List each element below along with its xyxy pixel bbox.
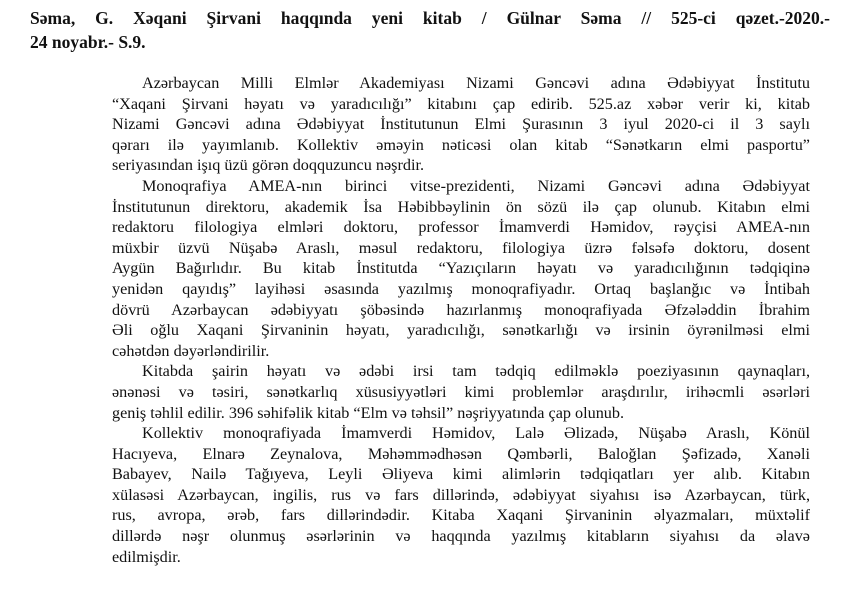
text-line: seriyasından işıq üzü görən doqquzuncu nəşrdir.: [112, 156, 424, 175]
citation-line-2: 24 noyabr.- S.9.: [30, 32, 146, 52]
text-line: Monoqrafiya AMEA-nın birinci vitse-prezidenti, Nizami Gəncəvi adına Ədəbiyyat: [142, 176, 810, 195]
text-line: ənənəsi və təsiri, sənətkarlıq xüsusiyyətləri kimi problemlər araşdırılır, irihəcmli əsərləri: [112, 382, 810, 401]
text-line: Kitabda şairin həyatı və ədəbi irsi tam tədqiq edilməklə poeziyasının qaynaqları,: [142, 362, 810, 381]
paragraph-1: [82, 73, 810, 176]
text-line: müxbir üzvü Nüşabə Araslı, məsul redaktoru, filologiya üzrə fəlsəfə doktoru, dosent: [112, 238, 810, 257]
paragraph-3: [82, 361, 810, 423]
text-line: “Xaqani Şirvani həyatı və yaradıcılığı” kitabını çap edirib. 525.az xəbər verir ki, kitab: [112, 94, 810, 113]
text-line: dövrü Azərbaycan ədəbiyyatı şöbəsində hazırlanmış monoqrafiyada Əfzələddin İbrahim: [112, 300, 810, 319]
text-line: İnstitutunun direktoru, akademik İsa Həbibbəylinin ön sözü ilə çap olunub. Kitabın elmi: [112, 197, 810, 216]
text-line: redaktoru filologiya elmləri doktoru, professor İmamverdi Həmidov, rəyçisi AMEA-nın: [112, 218, 810, 237]
text-line: Hacıyeva, Elnarə Zeynalova, Məhəmmədhəsən Qəmbərli, Baloğlan Şəfizadə, Xanəli: [112, 444, 810, 463]
text-line: rus, avropa, ərəb, fars dillərindədir. Kitaba Xaqani Şirvaninin əlyazmaları, müxtəlif: [112, 506, 810, 525]
text-line: dillərdə nəşr olunmuş əsərlərinin və haqqında yazılmış kitabların siyahısı da əlavə: [112, 527, 810, 546]
text-line: Kollektiv monoqrafiyada İmamverdi Həmidov, Lalə Əlizadə, Nüşabə Araslı, Könül: [142, 424, 810, 443]
text-line: cəhətdən dəyərləndirilir.: [112, 341, 270, 360]
text-line: Əli oğlu Xaqani Şirvaninin həyatı, yaradıcılığı, sənətkarlığı və irsinin öyrənilməsi elmi: [112, 321, 810, 340]
paragraph-4: [82, 423, 810, 567]
text-line: Aygün Bağırlıdır. Bu kitab İnstitutda “Yazıçıların həyatı və yaradıcılığının tədqiqinə: [112, 259, 810, 278]
text-line: qərarı ilə yayımlanıb. Kollektiv əməyin nəticəsi olan kitab “Sənətkarın elmi pasportu”: [112, 135, 810, 154]
text-line: xülasəsi Azərbaycan, ingilis, rus və fars dillərində, ədəbiyyat siyahısı isə Azərbaycan, türk,: [112, 485, 810, 504]
article-body: [82, 73, 810, 567]
citation-header: [30, 6, 830, 54]
text-line: edilmişdir.: [112, 547, 181, 566]
text-line: Babayev, Nailə Tağıyeva, Leyli Əliyeva kimi alimlərin tədqiqatları yer alıb. Kitabın: [112, 465, 810, 484]
citation-line-1: Səma, G. Xəqani Şirvani haqqında yeni kitab / Gülnar Səma // 525-ci qəzet.-2020.-: [30, 8, 830, 28]
paragraph-2: [82, 176, 810, 361]
text-line: yenidən qayıdış” layihəsi əsasında yazılmış monoqrafiyadır. Ortaq başlanğıc və İntibah: [112, 279, 810, 298]
text-line: Azərbaycan Milli Elmlər Akademiyası Nizami Gəncəvi adına Ədəbiyyat İnstitutu: [142, 74, 810, 92]
text-line: Nizami Gəncəvi adına Ədəbiyyat İnstitutunun Elmi Şurasının 3 iyul 2020-ci il 3 saylı: [112, 115, 810, 134]
text-line: geniş təhlil edilir. 396 səhifəlik kitab “Elm və təhsil” nəşriyyatında çap olunub.: [112, 403, 625, 422]
